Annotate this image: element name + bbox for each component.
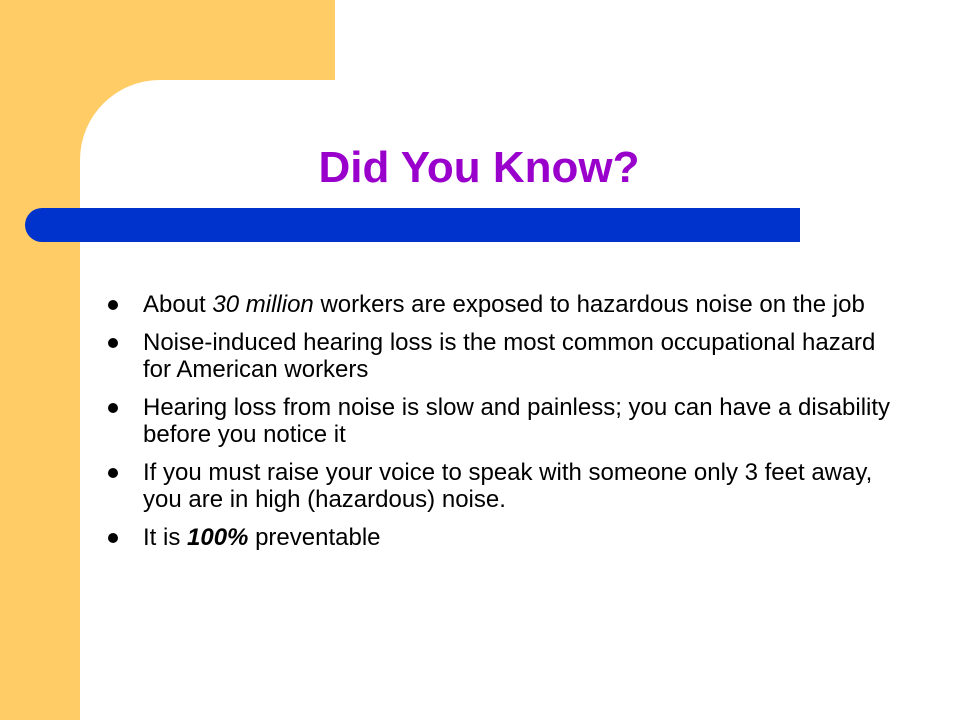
bullet-text-emphasis: 100% bbox=[187, 524, 249, 551]
bullet-text: If you must raise your voice to speak with someone only 3 feet away, you are in high (hazardous) noise. bbox=[143, 459, 873, 513]
bullet-item bbox=[105, 329, 905, 383]
bullet-dot-icon bbox=[108, 533, 118, 543]
bullet-text-trail: workers are exposed to hazardous noise on the job bbox=[313, 291, 865, 318]
bullet-dot-icon bbox=[108, 468, 118, 478]
bullet-item bbox=[105, 394, 905, 448]
bullet-dot-icon bbox=[108, 403, 118, 413]
bullet-text: Noise-induced hearing loss is the most common occupational hazard for American workers bbox=[143, 329, 876, 383]
bullet-text-trail: preventable bbox=[248, 524, 381, 551]
decorative-orange-stripe bbox=[0, 0, 80, 720]
bullet-list bbox=[105, 291, 905, 562]
bullet-text-lead: About bbox=[143, 291, 213, 318]
bullet-item bbox=[105, 524, 905, 551]
bullet-dot-icon bbox=[108, 338, 118, 348]
slide-title: Did You Know? bbox=[318, 143, 640, 192]
bullet-text: Hearing loss from noise is slow and painless; you can have a disability before you notice it bbox=[143, 394, 891, 448]
bullet-text-lead: It is bbox=[143, 524, 188, 551]
bullet-item bbox=[105, 291, 905, 318]
title-underline-bar bbox=[25, 208, 800, 242]
bullet-text-emphasis: 30 million bbox=[212, 291, 314, 318]
bullet-item bbox=[105, 459, 905, 513]
bullet-dot-icon bbox=[108, 300, 118, 310]
